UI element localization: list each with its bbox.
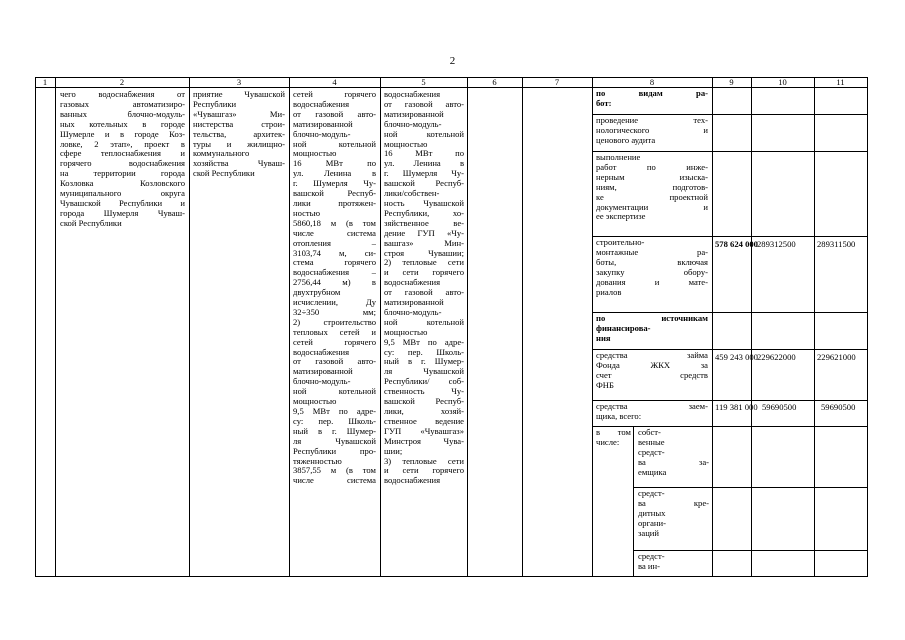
col8-fund-loan: средства займа Фонда ЖКХ за счет средств ФНБ bbox=[596, 351, 708, 390]
construction-col10: 289312500 bbox=[757, 239, 796, 249]
col-header-9: 9 bbox=[729, 77, 734, 87]
col-header-11: 11 bbox=[836, 77, 845, 87]
col8-borrower-total: средства заем- щика, всего: bbox=[596, 402, 708, 421]
col8-investor-funds: средст- ва ин- bbox=[638, 552, 665, 571]
col-header-4: 4 bbox=[332, 77, 337, 87]
construction-total: 578 624 000 bbox=[715, 239, 758, 249]
col8-credit-funds: средст- ва кре- дитных органи- заций bbox=[638, 489, 709, 538]
page-number: 2 bbox=[449, 55, 456, 67]
col5-ownership: водоснабжения от газовой авто- матизированной блочно-модуль- ной котельной мощностью 16 МВт по ул. Ленина в г. Шумерля Чу- вашской Респуб- лики/собствен- ность Чувашской Республики, хо- зяйственное ве- дение ГУП «Чу- вашгаз» Мин- строя Чувашии; 2) тепловые сети и сети горячего водоснабжения от газовой авто- матизированной блочно-модуль- ной котельной мощностью 9,5 МВт по адре- су: пер. Школь- ный в г. Шумер- ля Чувашской Республики/ соб- ственность Чу- вашской Респуб- лики, хозяй- ственное ведение ГУП «Чувашгаз» Минстроя Чува- шии; 3) тепловые сети и сети горячего водоснабжения bbox=[384, 90, 464, 486]
col8-audit: проведение тех- нологического и ценового аудита bbox=[596, 116, 708, 145]
col8-including: в том числе: bbox=[596, 428, 631, 447]
fund-loan-col11: 229621000 bbox=[817, 352, 856, 362]
fund-loan-col10: 229622000 bbox=[757, 352, 796, 362]
borrower-col10: 59690500 bbox=[762, 402, 797, 412]
fund-loan-total: 459 243 000 bbox=[715, 352, 758, 362]
col-header-5: 5 bbox=[421, 77, 426, 87]
borrower-total: 119 381 000 bbox=[715, 402, 758, 412]
col-header-10: 10 bbox=[778, 77, 787, 87]
col-header-6: 6 bbox=[492, 77, 497, 87]
col-header-8: 8 bbox=[649, 77, 655, 87]
borrower-col11: 59690500 bbox=[821, 402, 856, 412]
col8-survey-design: выполнение работ по инже- нерным изыска- ниям, подготов- ке проектной документации и ее экспертизе bbox=[596, 153, 708, 222]
col4-scope: сетей горячего водоснабжения от газовой авто- матизированной блочно-модуль- ной котельной мощностью 16 МВт по ул. Ленина в г. Шумерля Чу- вашской Респуб- лики протяжен- ностью 5860,18 м (в том числе система отопления – 3103,74 м, си- стема горячего водоснабжения – 2756,44 м) в двухтрубном исчислении, Ду 32÷350 мм; 2) строительство тепловых сетей и сетей горячего водоснабжения от газовой авто- матизированной блочно-модуль- ной котельной мощностью 9,5 МВт по адре- су: пер. Школь- ный в г. Шумер- ля Чувашской Республики про- тяженностью 3857,55 м (в том числе система bbox=[293, 90, 376, 486]
project-table bbox=[35, 77, 867, 577]
col-header-2: 2 bbox=[119, 77, 125, 87]
col2-project-description: чего водоснабжения от газовых автоматизиро- ванных блочно-модуль- ных котельных в городе Шумерле и в городе Коз- ловке, 2 этап», проект в сфере теплоснабжения и горячего водоснабжения на территории города Козловка Козловского муниципального округа Чувашской Республики и города Шумерля Чуваш- ской Республики bbox=[60, 90, 185, 228]
col3-organization: приятие Чувашской Республики «Чувашгаз» Ми- нистерства строи- тельства, архитек- туры и жилищно- коммунального хозяйства Чуваш- ской Республики bbox=[193, 90, 285, 179]
construction-col11: 289311500 bbox=[817, 239, 856, 249]
col-header-3: 3 bbox=[236, 77, 242, 87]
col8-by-work-type-heading: по видам ра- бот: bbox=[596, 89, 708, 108]
col8-construction: строительно- монтажные ра- боты, включая закупку обору- дования и мате- риалов bbox=[596, 238, 708, 297]
col8-sources-heading: по источникам финансирова- ния bbox=[596, 314, 708, 343]
col-header-1: 1 bbox=[42, 77, 48, 87]
col8-own-funds: собст- венные средст- ва за- емщика bbox=[638, 428, 709, 477]
col-header-7: 7 bbox=[554, 77, 560, 87]
